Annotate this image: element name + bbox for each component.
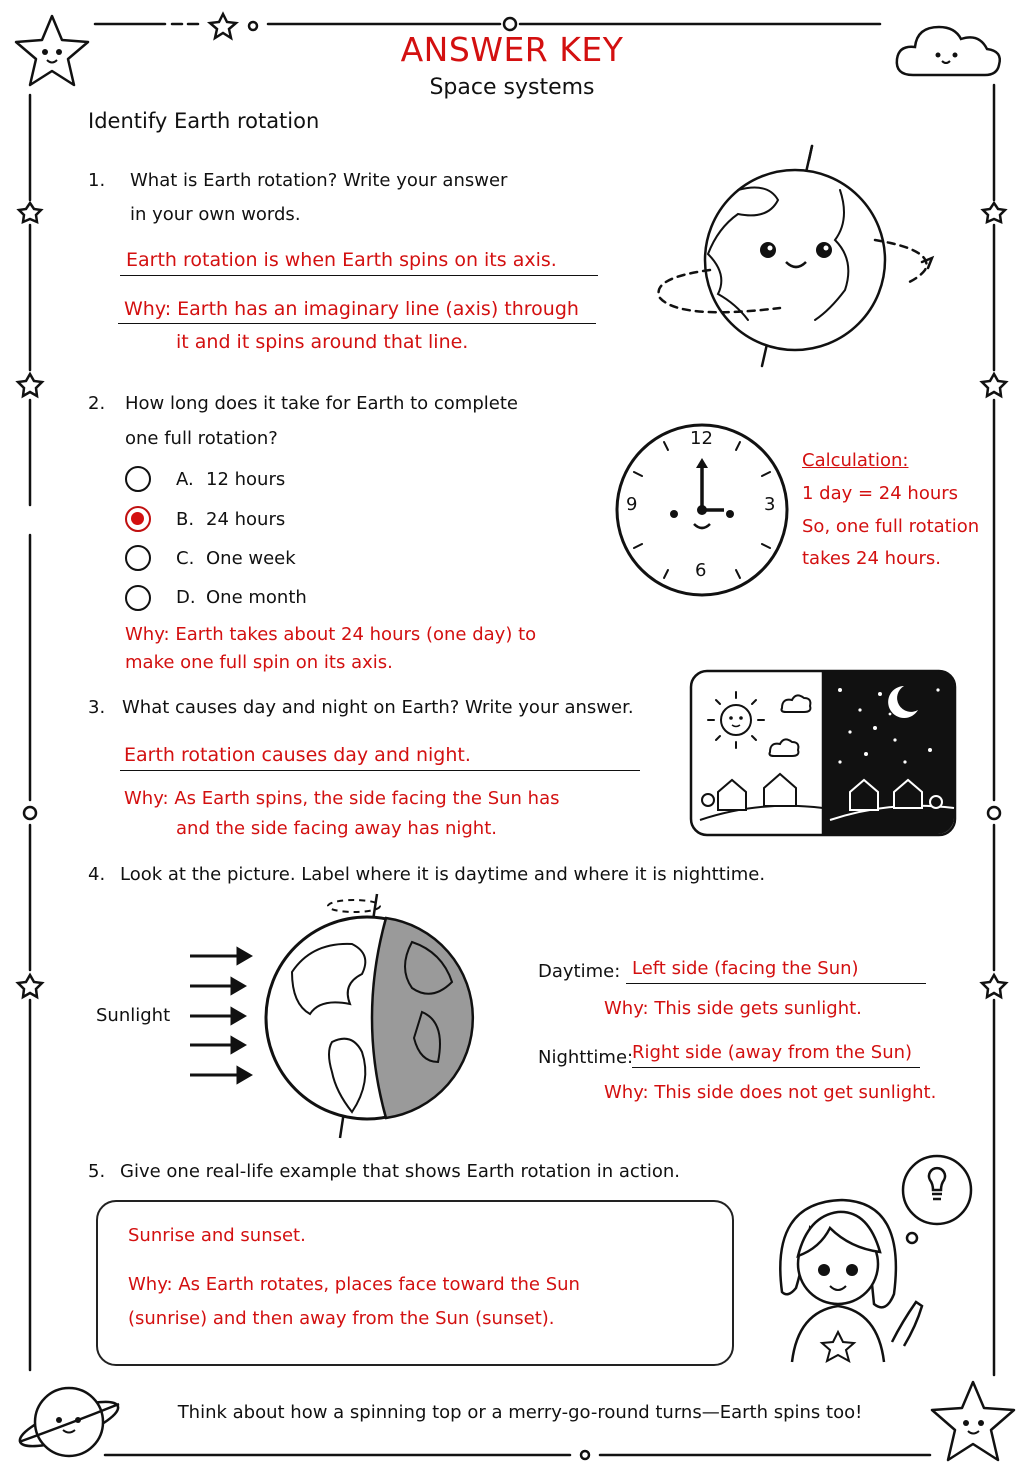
calculation-heading: Calculation:: [802, 450, 909, 471]
q2-option-b-text: 24 hours: [206, 509, 286, 530]
q3-answer: Earth rotation causes day and night.: [120, 744, 640, 771]
earth-rotation-illustration: [650, 140, 950, 360]
q5-question: Give one real-life example that shows Earth rotation in action.: [120, 1161, 681, 1182]
daytime-label: Daytime:: [538, 961, 621, 982]
page-title: ANSWER KEY: [400, 30, 624, 69]
daytime-answer: Left side (facing the Sun): [626, 958, 926, 984]
page-subtitle: Space systems: [429, 75, 595, 100]
q1-why-line2: it and it spins around that line.: [176, 331, 469, 353]
calculation-line1: 1 day = 24 hours: [802, 483, 959, 504]
q2-option-c-text: One week: [206, 548, 296, 569]
nighttime-why: Why: This side does not get sunlight.: [604, 1082, 937, 1103]
clock-number-6: 6: [695, 560, 707, 581]
q1-question-line1: What is Earth rotation? Write your answer: [130, 170, 508, 191]
q1-number: 1.: [88, 170, 106, 191]
q4-question: Look at the picture. Label where it is daytime and where it is nighttime.: [120, 864, 766, 885]
girl-thinking-illustration: [772, 1152, 982, 1362]
q2-question-line2: one full rotation?: [125, 428, 278, 449]
footer-tip: Think about how a spinning top or a merry-go-round turns—Earth spins too!: [177, 1402, 863, 1423]
q2-option-b-radio[interactable]: [125, 506, 151, 532]
q2-question-line1: How long does it take for Earth to complete: [125, 393, 518, 414]
q3-why-line2: and the side facing away has night.: [176, 818, 497, 839]
clock-number-3: 3: [764, 494, 776, 515]
daytime-why: Why: This side gets sunlight.: [604, 998, 862, 1019]
nighttime-answer: Right side (away from the Sun): [632, 1042, 920, 1068]
q2-option-a-radio[interactable]: [125, 466, 151, 492]
calculation-line2: So, one full rotation: [802, 516, 980, 537]
q5-why-line1: Why: As Earth rotates, places face toward the Sun: [128, 1274, 580, 1295]
calculation-line3: takes 24 hours.: [802, 548, 941, 569]
q2-option-d-radio[interactable]: [125, 585, 151, 611]
q4-number: 4.: [88, 864, 106, 885]
q5-answer: Sunrise and sunset.: [128, 1225, 306, 1246]
lesson-heading: Identify Earth rotation: [88, 109, 320, 133]
q1-question-line2: in your own words.: [130, 204, 301, 225]
q2-number: 2.: [88, 393, 106, 414]
q2-option-a-text: 12 hours: [206, 469, 286, 490]
q2-why-line1: Why: Earth takes about 24 hours (one day) to: [125, 624, 537, 645]
clock-number-12: 12: [690, 428, 713, 449]
q3-number: 3.: [88, 697, 106, 718]
q5-number: 5.: [88, 1161, 106, 1182]
q1-answer: Earth rotation is when Earth spins on its axis.: [120, 249, 598, 276]
sunlight-label: Sunlight: [96, 1005, 171, 1026]
q2-option-d-letter: D.: [176, 587, 196, 608]
q5-why-line2: (sunrise) and then away from the Sun (sunset).: [128, 1308, 555, 1329]
q2-option-c-radio[interactable]: [125, 545, 151, 571]
q1-why-line1: Why: Earth has an imaginary line (axis) through: [118, 298, 596, 324]
nighttime-label: Nighttime:: [538, 1047, 634, 1068]
q3-why-line1: Why: As Earth spins, the side facing the Sun has: [124, 788, 560, 809]
earth-day-night-illustration: [262, 892, 492, 1142]
q3-question: What causes day and night on Earth? Write your answer.: [122, 697, 634, 718]
q2-option-a-letter: A.: [176, 469, 194, 490]
day-night-illustration: [690, 670, 956, 836]
q2-option-c-letter: C.: [176, 548, 195, 569]
clock-number-9: 9: [626, 494, 638, 515]
sunlight-arrows: [188, 944, 258, 1084]
q2-option-b-letter: B.: [176, 509, 195, 530]
q2-option-d-text: One month: [206, 587, 307, 608]
q2-why-line2: make one full spin on its axis.: [125, 652, 393, 673]
